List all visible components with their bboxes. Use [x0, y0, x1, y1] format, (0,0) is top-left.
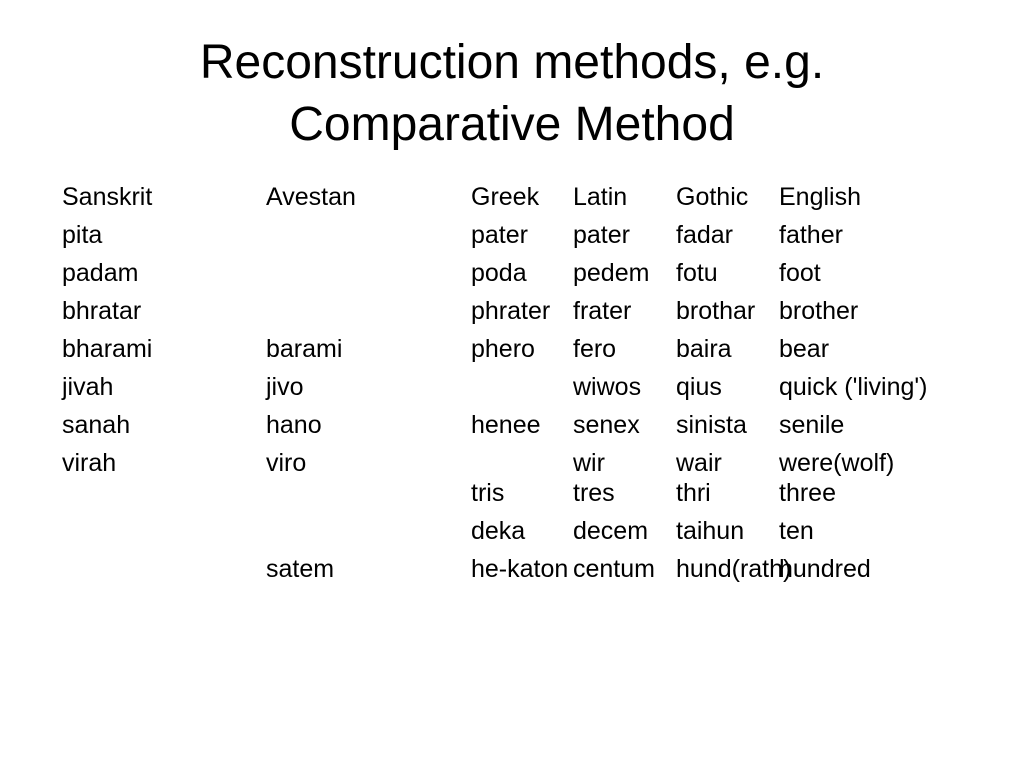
slide-title-line-1: Reconstruction methods, e.g. [199, 36, 825, 89]
cell-latin: frater [573, 297, 632, 325]
cell-greek: poda [471, 259, 527, 287]
header-avestan: Avestan [266, 183, 356, 211]
cell-greek: phrater [471, 297, 551, 325]
cell-sanskrit: jivah [62, 373, 114, 401]
cell-greek: tris [471, 479, 505, 507]
cell-gothic: thri [676, 479, 711, 507]
cell-gothic: taihun [676, 517, 745, 545]
cell-latin: wir [573, 449, 605, 477]
cell-latin: centum [573, 555, 655, 583]
cell-greek: pater [471, 221, 528, 249]
cell-english: three [779, 479, 836, 507]
cell-gothic: qius [676, 373, 722, 401]
cell-sanskrit: padam [62, 259, 139, 287]
cell-english: brother [779, 297, 859, 325]
header-latin: Latin [573, 183, 628, 211]
cell-greek: henee [471, 411, 541, 439]
cell-english: father [779, 221, 843, 249]
cell-english: foot [779, 259, 821, 287]
header-gothic: Gothic [676, 183, 749, 211]
slide-title [0, 32, 1024, 156]
cell-avestan: jivo [266, 373, 304, 401]
cell-sanskrit: pita [62, 221, 103, 249]
cell-sanskrit: bharami [62, 335, 153, 363]
cell-gothic: baira [676, 335, 732, 363]
cell-gothic: fotu [676, 259, 718, 287]
cell-english: were(wolf) [779, 449, 895, 477]
cell-greek: deka [471, 517, 526, 545]
cell-avestan: barami [266, 335, 343, 363]
cell-latin: fero [573, 335, 617, 363]
cell-sanskrit: sanah [62, 411, 131, 439]
cell-avestan: satem [266, 555, 335, 583]
cell-latin: decem [573, 517, 649, 545]
cell-latin: tres [573, 479, 615, 507]
cell-greek: he-katon [471, 555, 569, 583]
cell-english: quick ('living') [779, 373, 928, 401]
header-greek: Greek [471, 183, 540, 211]
cell-english: senile [779, 411, 845, 439]
cell-gothic: sinista [676, 411, 747, 439]
slide-title-line-2: Comparative Method [289, 98, 735, 151]
cell-english: ten [779, 517, 814, 545]
cell-avestan: hano [266, 411, 322, 439]
cell-gothic: wair [676, 449, 722, 477]
cell-english: hundred [779, 555, 871, 583]
cell-gothic: brothar [676, 297, 756, 325]
cell-sanskrit: virah [62, 449, 117, 477]
header-english: English [779, 183, 861, 211]
cell-latin: pedem [573, 259, 650, 287]
cell-latin: pater [573, 221, 630, 249]
cell-latin: wiwos [573, 373, 642, 401]
cell-greek: phero [471, 335, 535, 363]
cell-latin: senex [573, 411, 640, 439]
cell-english: bear [779, 335, 830, 363]
cell-gothic: fadar [676, 221, 733, 249]
cell-sanskrit: bhratar [62, 297, 142, 325]
header-sanskrit: Sanskrit [62, 183, 153, 211]
cell-avestan: viro [266, 449, 307, 477]
cell-gothic: hund(rath) [676, 555, 792, 583]
